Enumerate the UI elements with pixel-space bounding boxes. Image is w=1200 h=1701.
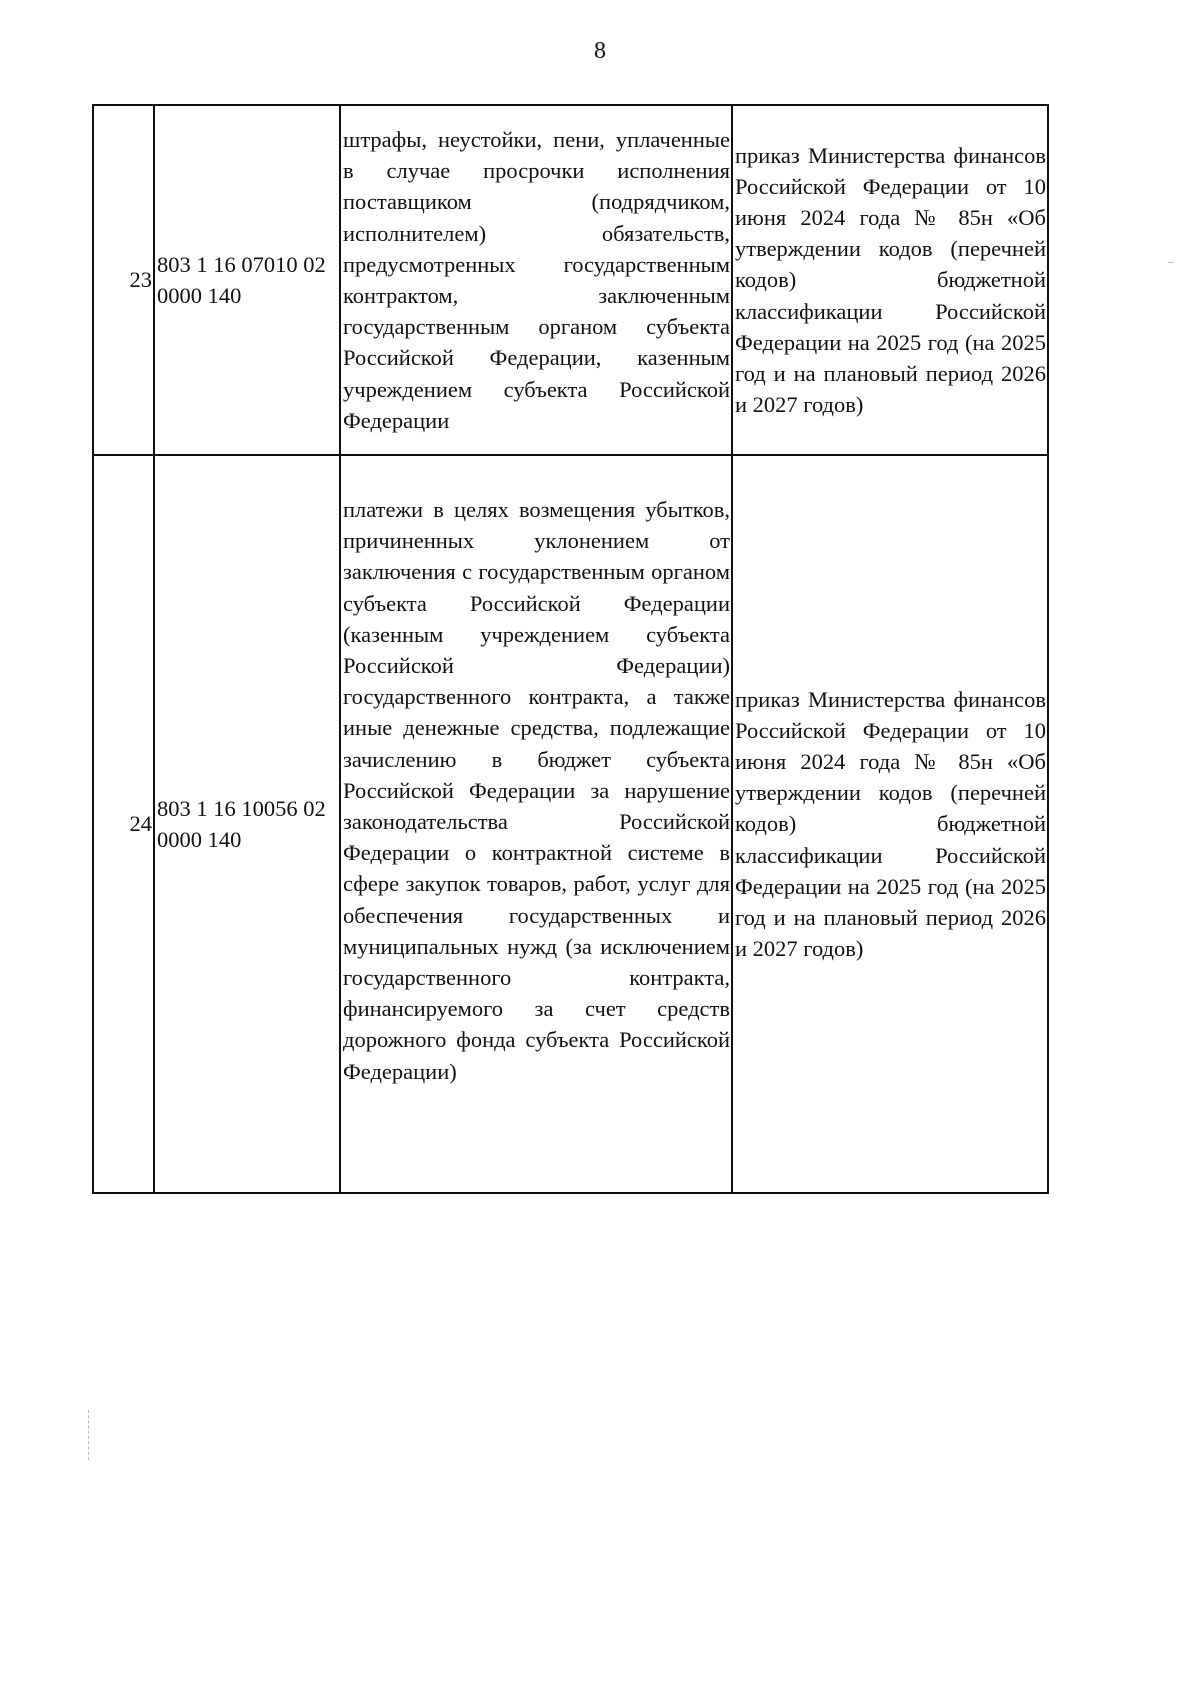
row-number-cell: 24 bbox=[93, 455, 154, 1193]
scan-edge-mark bbox=[1168, 262, 1174, 263]
legal-basis-cell: приказ Министерства финансов Российской Федерации от 10 июня 2024 года № 85н «Об утверждении кодов (перечней кодов) бюджетной классификации Российской Федерации на 2025 год (на 2025 год и на плановый период 2026 и 2027 годов) bbox=[732, 105, 1048, 455]
budget-code-cell: 803 1 16 10056 02 0000 140 bbox=[154, 455, 340, 1193]
table-row bbox=[93, 455, 1048, 1193]
income-description-cell: штрафы, неустойки, пени, уплаченные в случае просрочки исполнения поставщиком (подрядчиком, исполнителем) обязательств, предусмотренных государственным контрактом, заключенным государственным органом субъекта Российской Федерации, казенным учреждением субъекта Российской Федерации bbox=[340, 105, 732, 455]
legal-basis-cell: приказ Министерства финансов Российской Федерации от 10 июня 2024 года № 85н «Об утверждении кодов (перечней кодов) бюджетной классификации Российской Федерации на 2025 год (на 2025 год и на плановый период 2026 и 2027 годов) bbox=[732, 455, 1048, 1193]
table-row bbox=[93, 105, 1048, 455]
income-description-cell: платежи в целях возмещения убытков, причиненных уклонением от заключения с государственным органом субъекта Российской Федерации (казенным учреждением субъекта Российской Федерации) государственного контракта, а также иные денежные средства, подлежащие зачислению в бюджет субъекта Российской Федерации за нарушение законодательства Российской Федерации о контрактной системе в сфере закупок товаров, работ, услуг для обеспечения государственных и муниципальных нужд (за исключением государственного контракта, финансируемого за счет средств дорожного фонда субъекта Российской Федерации) bbox=[340, 455, 732, 1193]
budget-code-cell: 803 1 16 07010 02 0000 140 bbox=[154, 105, 340, 455]
row-number-cell: 23 bbox=[93, 105, 154, 455]
budget-codes-table bbox=[92, 104, 1049, 1194]
page-number: 8 bbox=[594, 38, 606, 64]
scan-binding-marks bbox=[88, 1410, 92, 1460]
